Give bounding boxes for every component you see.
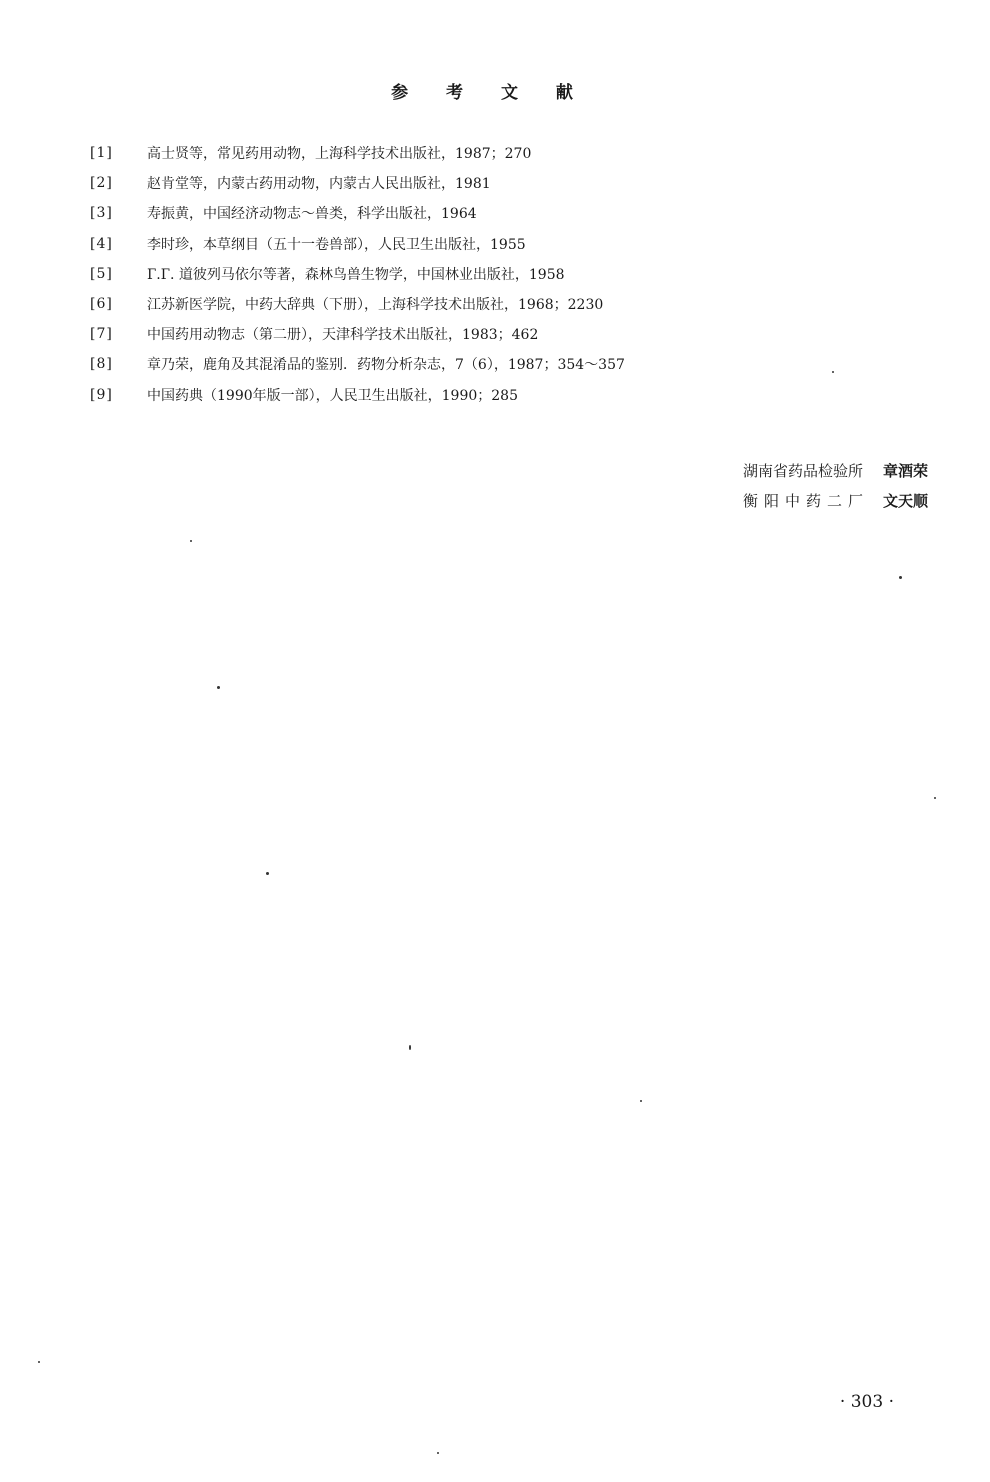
reference-text: 李时珍，本草纲目（五十一卷兽部），人民卫生出版社，1955	[147, 236, 526, 253]
reference-text: 章乃荣，鹿角及其混淆品的鉴别．药物分析杂志，7（6），1987；354～357	[147, 357, 625, 374]
reference-item	[90, 349, 910, 379]
author-affiliation: 湖南省药品检验所	[742, 461, 863, 480]
reference-item	[90, 168, 910, 198]
reference-number: [4]	[90, 235, 113, 252]
scan-speck	[899, 576, 902, 579]
reference-item	[90, 138, 910, 168]
reference-number: [6]	[90, 296, 113, 313]
author-row	[608, 455, 928, 485]
page-number: · 303 ·	[839, 1392, 894, 1412]
scan-speck	[409, 1045, 411, 1050]
scan-speck	[38, 1361, 40, 1363]
reference-number: [5]	[90, 265, 113, 282]
reference-number: [2]	[90, 175, 113, 192]
scan-speck	[190, 540, 192, 542]
reference-number: [8]	[90, 356, 113, 373]
reference-item	[90, 198, 910, 228]
reference-number: [9]	[90, 386, 113, 403]
reference-text: Г.Г. 道彼列马依尔等著，森林鸟兽生物学，中国林业出版社，1958	[147, 266, 565, 283]
author-name: 文天顺	[882, 491, 928, 510]
scan-speck	[266, 872, 269, 875]
reference-item	[90, 289, 910, 319]
reference-text: 江苏新医学院，中药大辞典（下册），上海科学技术出版社，1968；2230	[147, 297, 604, 314]
author-name: 章酒荣	[882, 461, 928, 480]
reference-number: [1]	[90, 145, 113, 162]
reference-text: 赵肯堂等，内蒙古药用动物，内蒙古人民出版社，1981	[147, 176, 491, 193]
scan-speck	[437, 1452, 439, 1454]
scan-speck	[217, 686, 220, 689]
reference-item	[90, 229, 910, 259]
reference-item	[90, 319, 910, 349]
reference-number: [3]	[90, 205, 113, 222]
reference-number: [7]	[90, 326, 113, 343]
reference-item	[90, 259, 910, 289]
reference-text: 寿振黄，中国经济动物志～兽类，科学出版社，1964	[147, 206, 477, 223]
references-heading: 参 考 文 献	[391, 83, 589, 103]
reference-item	[90, 380, 910, 410]
author-block	[608, 455, 928, 515]
reference-text: 中国药用动物志（第二册），天津科学技术出版社，1983；462	[147, 327, 539, 344]
reference-text: 高士贤等，常见药用动物，上海科学技术出版社，1987；270	[147, 146, 532, 163]
author-affiliation: 衡阳中药二厂	[742, 491, 869, 510]
scan-speck	[832, 371, 834, 373]
scan-speck	[934, 797, 936, 799]
scan-speck	[640, 1100, 642, 1102]
reference-list	[90, 138, 910, 410]
author-row	[608, 485, 928, 515]
reference-text: 中国药典（1990年版一部），人民卫生出版社，1990；285	[147, 387, 518, 404]
